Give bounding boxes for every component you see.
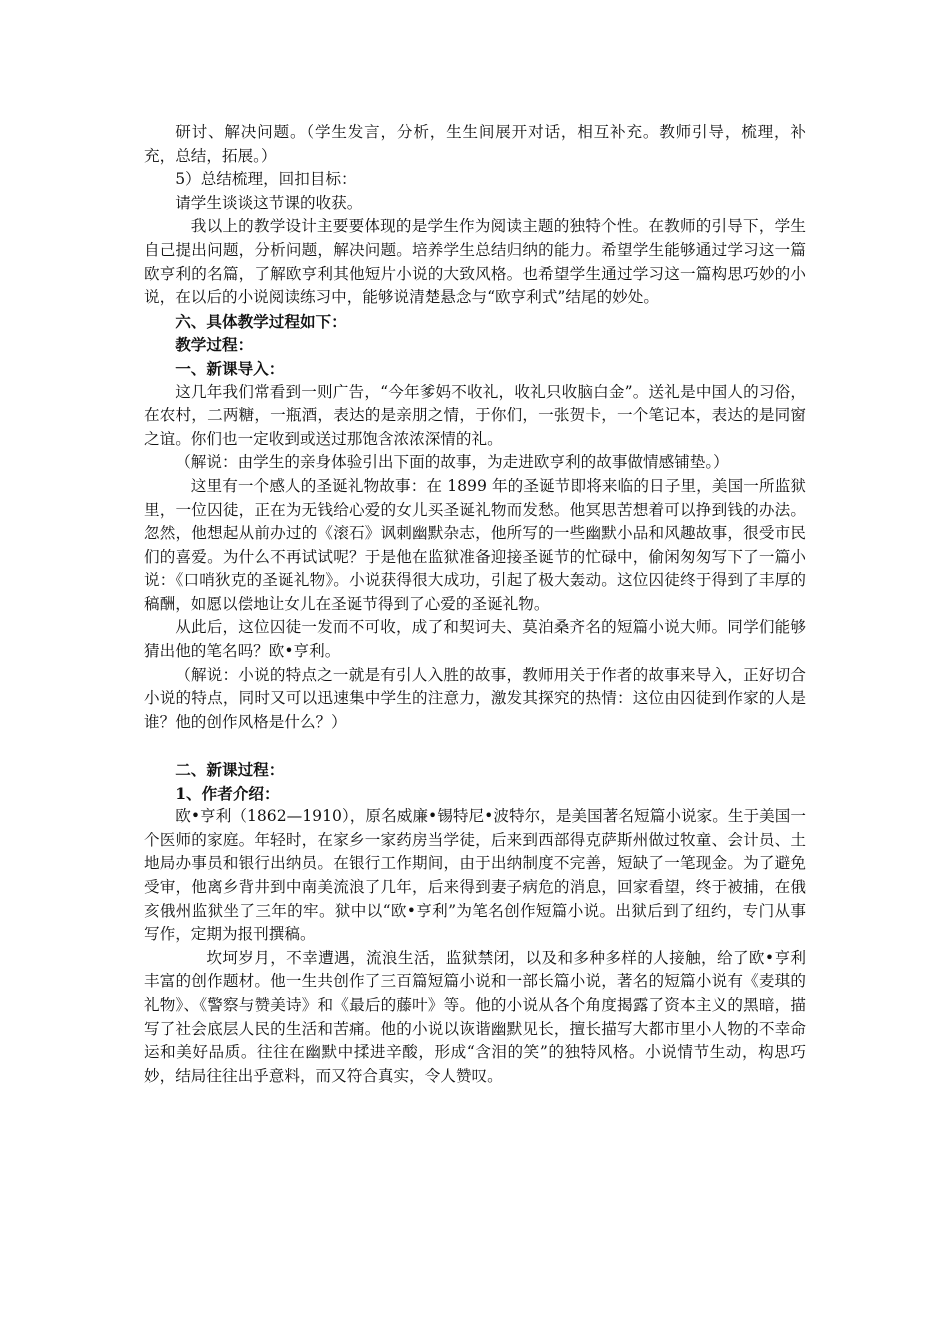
paragraph-author-bio: 欧•亨利（1862—1910），原名威廉•锡特尼•波特尔，是美国著名短篇小说家。生于美国一个医师的家庭。年轻时，在家乡一家药房当学徒，后来到西部得克萨斯州做过牧童、会计员、土地局办事员和银行出纳员。在银行工作期间，由于出纳制度不完善，短缺了一笔现金。为了避免受审，他离乡背井到中南美流浪了几年，后来得到妻子病危的消息，回家看望，终于被捕，在俄亥俄州监狱坐了三年的牢。狱中以“欧•亨利”为笔名创作短篇小说。出狱后到了纽约，专门从事写作，定期为报刊撰稿。 [144,807,806,944]
paragraph-pen-name: 从此后，这位囚徒一发而不可收，成了和契诃夫、莫泊桑齐名的短篇小说大师。同学们能够猜出他的笔名吗？欧•亨利。 [144,618,806,661]
paragraph-summary-step: 5）总结梳理，回扣目标： [175,170,357,189]
paragraph-advertisement: 这几年我们常看到一则广告，“今年爹妈不收礼，收礼只收脑白金”。送礼是中国人的习俗，在农村，二两糖，一瓶酒，表达的是亲朋之情，于你们，一张贺卡，一个笔记本，表达的是同窗之谊。你们也一定收到或送过那饱含浓浓深情的礼。 [144,382,806,448]
heading-lesson-process: 二、新课过程： [175,760,285,780]
heading-section-six: 六、具体教学过程如下： [175,311,347,331]
paragraph-harvest: 请学生谈谈这节课的收获。 [175,193,363,212]
paragraph-design-intent: 我以上的教学设计主要要体现的是学生作为阅读主题的独特个性。在教师的引导下，学生自己提出问题，分析问题，解决问题。培养学生总结归纳的能力。希望学生能够通过学习这一篇欧亨利的名篇，了解欧亨利其他短片小说的大致风格。也希望学生通过学习这一篇构思巧妙的小说，在以后的小说阅读练习中，能够说清楚悬念与“欧亨利式”结尾的妙处。 [144,217,806,307]
blank-line [144,734,806,758]
heading-author-intro: 1、作者介绍： [175,783,280,803]
heading-lesson-intro: 一、新课导入： [175,358,285,378]
paragraph-discussion: 研讨、解决问题。（学生发言，分析，生生间展开对话，相互补充。教师引导，梳理，补充，总结，拓展。） [144,123,806,165]
paragraph-note-1: （解说：由学生的亲身体验引出下面的故事，为走进欧亨利的故事做情感铺垫。） [175,453,729,472]
paragraph-christmas-story: 这里有一个感人的圣诞礼物故事：在 1899 年的圣诞节即将来临的日子里，美国一所监狱里，一位囚徒，正在为无钱给心爱的女儿买圣诞礼物而发愁。他冥思苦想着可以挣到钱的办法。忽然，他想起从前办过的《滚石》讽刺幽默杂志，他所写的一些幽默小品和风趣故事，很受市民们的喜爱。为什么不再试试呢？于是他在监狱准备迎接圣诞节的忙碌中，偷闲匆匆写下了一篇小说：《口哨狄克的圣诞礼物》。小说获得很大成功，引起了极大轰动。这位囚徒终于得到了丰厚的稿酬，如愿以偿地让女儿在圣诞节得到了心爱的圣诞礼物。 [144,476,806,613]
document-body [144,121,806,1088]
paragraph-note-2: （解说：小说的特点之一就是有引人入胜的故事，教师用关于作者的故事来导入，正好切合小说的特点，同时又可以迅速集中学生的注意力，激发其探究的热情：这位由囚徒到作家的人是谁？他的创作风格是什么？） [144,665,806,731]
paragraph-author-style: 坎坷岁月，不幸遭遇，流浪生活，监狱禁闭，以及和多种多样的人接触，给了欧•亨利丰富的创作题材。他一生共创作了三百篇短篇小说和一部长篇小说，著名的短篇小说有《麦琪的礼物》、《警察与赞美诗》和《最后的藤叶》等。他的小说从各个角度揭露了资本主义的黑暗，描写了社会底层人民的生活和苦痛。他的小说以诙谐幽默见长，擅长描写大都市里小人物的不幸命运和美好品质。往往在幽默中揉进辛酸，形成“含泪的笑”的独特风格。小说情节生动，构思巧妙，结局往往出乎意料，而又符合真实，令人赞叹。 [144,948,806,1085]
heading-teaching-process: 教学过程： [175,335,254,355]
